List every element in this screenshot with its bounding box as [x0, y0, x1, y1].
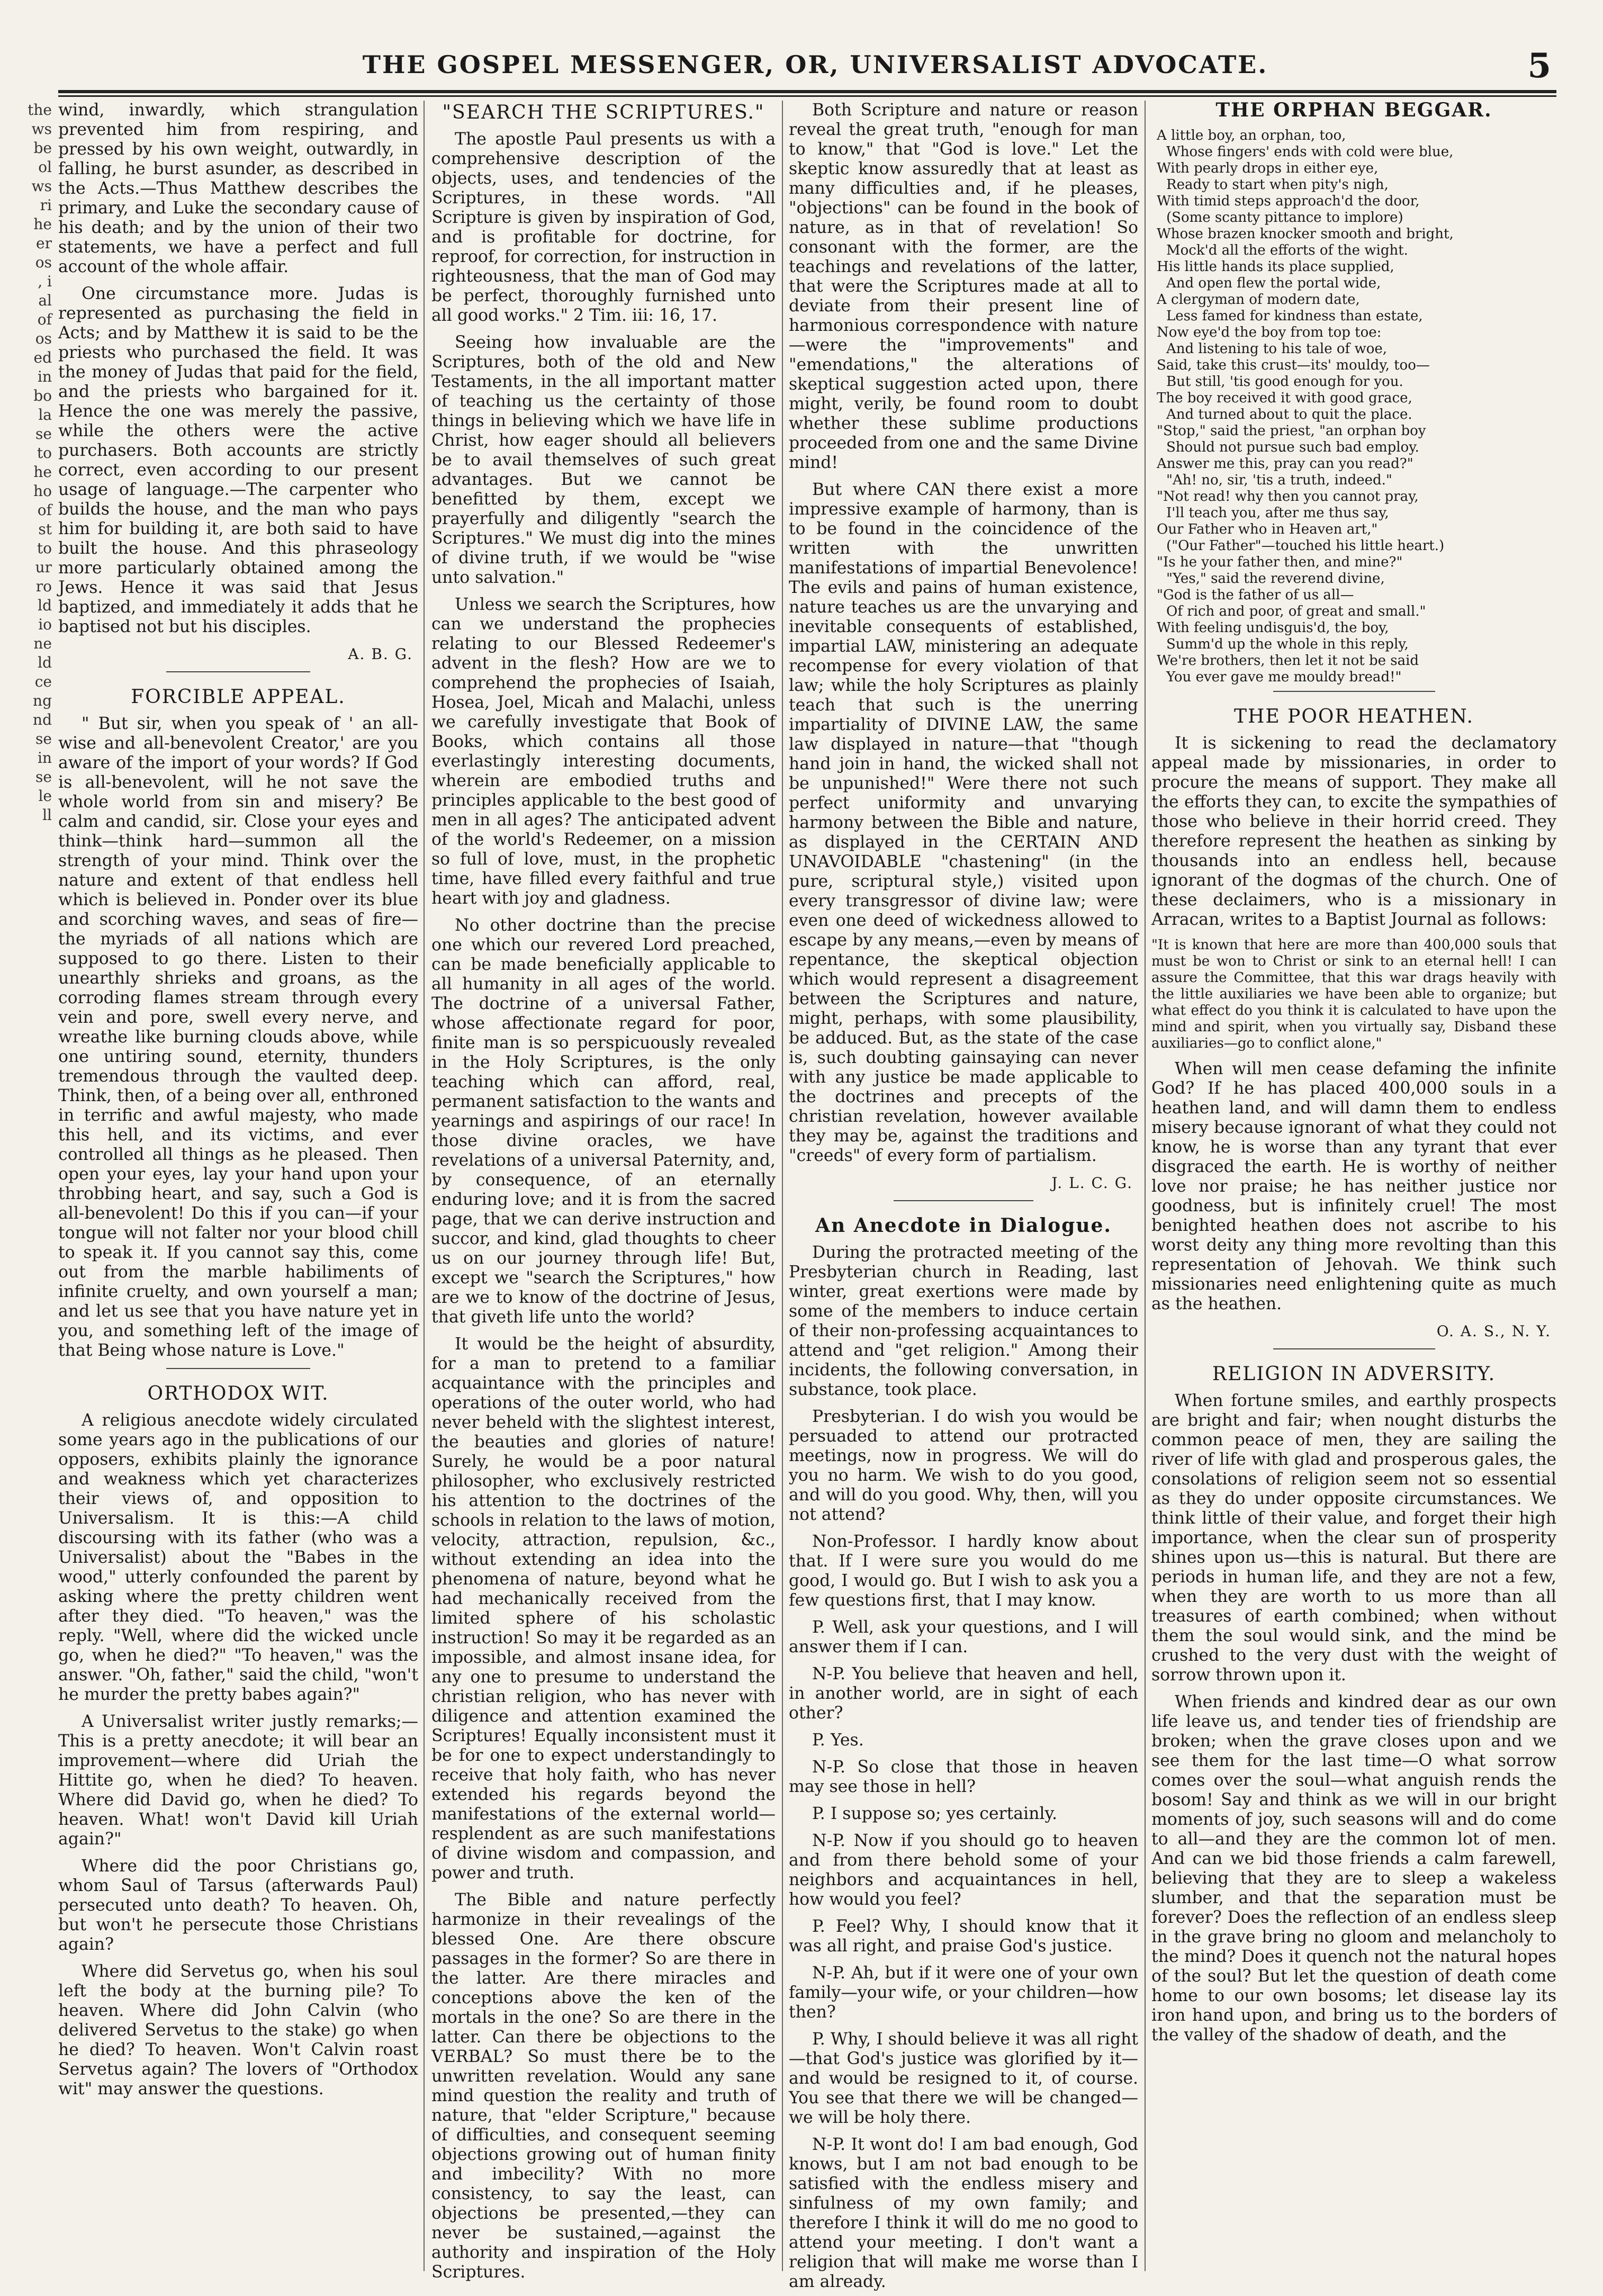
adjacent-page-edge: [0, 101, 52, 2218]
poem: [1157, 128, 1556, 686]
poem-line: Whose brazen knocker smooth and bright,: [1157, 226, 1454, 242]
article-paragraph: When friends and kindred dear as our own life leave us, and tender ties of friendship are broken; when the grave closes upon and we see them for the last time—O what sorrow comes over the soul—what anguish rends the bosom! Say and think as we will in our bright moments of joy, such seasons will and do come to all—and they are the common lot of men. And can we bid those friends a calm farewell, believing that they are to sleep a wakeless slumber, and that the separation must be forever? Does the reflection of an endless sleep in the grave bring no gloom and melancholy to the mind? Does it quench not the natural hopes of the soul? But let the question of death come home to our own bosoms; let disease lay its iron hand upon, and bring us to the borders of the valley of the shadow of death, and the: [1151, 1692, 1556, 2045]
edge-fragment: ho: [33, 482, 52, 500]
poem-line: A little boy, an orphan, too,: [1157, 128, 1346, 143]
edge-fragment: to: [37, 539, 52, 557]
edge-fragment: al: [38, 292, 52, 309]
edge-fragment: , i: [38, 273, 52, 290]
dialogue-line: P. Why, I should believe it was all right—that God's justice was glorified by it—and would be resigned to it, of course. You see that there we will be changed—we will be holy there.: [789, 2030, 1138, 2127]
article-paragraph: A religious anecdote widely circulated some years ago in the publications of our opposers, exhibits plainly the ignorance and weakness which yet characterizes their views of, and opposition to Universalism. It is this:—A child discoursing with its father (who was a Universalist) about the "Babes in the wood," utterly confounded the parent by asking where the pretty children went after they died. "To heaven," was the reply. "Well, where did the wicked uncle go, when he died?" "To heaven," was the answer. "Oh, father," said the child, "won't he murder the pretty babes again?": [58, 1411, 418, 1704]
column-divider: [424, 101, 425, 2271]
edge-fragment: se: [35, 768, 52, 786]
edge-fragment: st: [38, 520, 52, 538]
article-paragraph: No other doctrine than the precise one which our revered Lord preached, can be made beneficially applicable to all humanity in all ages of the world. The doctrine of a universal Father, whose affectionate regard for poor, finite man is so perspicuously revealed in the Holy Scriptures, is the only teaching which can afford, real, permanent satisfaction to the wants and yearnings and aspirings of our race! In those divine oracles, we have revelations of a universal Paternity, and, by consequence, of an eternally enduring love; and it is from the sacred page, that we can derive instruction and succor, and kind, glad thoughts to cheer us on our journey through life! But, except we "search the Scriptures," how are we to know of the doctrine of Jesus, that giveth life unto the world?: [431, 916, 776, 1327]
poem-line: "Not read! why then you cannot pray,: [1157, 489, 1419, 505]
header-rule: [58, 90, 1556, 93]
edge-fragment: he: [33, 215, 52, 233]
article-paragraph: It is sickening to read the declamatory appeal made by missionaries, in order to procure the means of support. They make all the efforts they can, to excite the sympathies of those who believe in their horrid creed. They therefore represent the heathen as sinking by thousands into an endless hell, because ignorant of the dogmas of the church. One of these declaimers, who is a missionary in Arracan, writes to a Baptist Journal as follows:: [1151, 734, 1556, 929]
edge-fragment: os: [35, 254, 52, 271]
dialogue-line: N-P. You believe that heaven and hell, in another world, are in sight of each other?: [789, 1664, 1138, 1723]
article-continued: wind, inwardly, which strangulation prevented him from respiring, and pressed by his own weight, outwardly, in falling, he burst asunder, as described in the Acts.—Thus Matthew describes the primary, and Luke the secondary cause of his death; and by the union of their two statements, we have a perfect and full account of the whole affair.: [58, 101, 418, 276]
edge-fragment: to: [37, 444, 52, 462]
column-2: [431, 101, 776, 2282]
dialogue-line: N-P. It wont do! I am bad enough, God knows, but I am not bad enough to be satisfied with the endless misery and sinfulness of my own family; and therefore I think it will do me no good to attend your meeting. I don't want a religion that will make me worse than I am already.: [789, 2135, 1138, 2291]
article-paragraph: The Bible and nature perfectly harmonize in their revealings of the blessed One. Are there obscure passages in the former? So are there in the latter. Are there miracles and conceptions above the ken of the mortals in the one? So are there in the latter. Can there be objections to the VERBAL? So must there be to the unwritten revelation. Would any sane mind question the reality and truth of nature, that "elder Scripture," because of difficulties, and consequent seeming objections growing out of human finity and imbecility? With no more consistency, to say the least, can objections be presented,—they can never be sustained,—against the authority and inspiration of the Holy Scriptures.: [431, 1890, 776, 2282]
dialogue-line: P. I suppose so; yes certainly.: [812, 1804, 1058, 1823]
edge-fragment: ld: [38, 654, 52, 671]
separator: [1273, 691, 1435, 692]
edge-fragment: ol: [38, 158, 52, 176]
article-signature: J. L. C. G.: [1051, 1174, 1133, 1192]
poem-line: Less famed for kindness than estate,: [1166, 308, 1423, 324]
dialogue-line: P. Well, ask your questions, and I will answer them if I can.: [789, 1618, 1138, 1656]
column-3: [789, 101, 1138, 2291]
poem-line: And listening to his tale of woe,: [1166, 341, 1388, 357]
edge-fragment: ne: [33, 635, 52, 652]
edge-fragment: os: [35, 330, 52, 347]
dialogue-line: Non-Professor. I hardly know about that. If I were sure you would do me good, I would go. But I wish to ask you a few questions first, that I may know.: [789, 1532, 1138, 1610]
edge-fragment: er: [36, 235, 52, 252]
article-paragraph: It would be the height of absurdity, for a man to pretend to a familiar acquaintance with the principles and operations of the outer world, who had never beheld with the slightest interest, the beauties and glories of nature! Surely, he would be a poor natural philosopher, who exclusively restricted his attention to the doctrines of the schools in relation to the laws of motion, velocity, attraction, repulsion, &c., without extending an idea into the phenomena of nature, beyond what he had mechanically received from the limited sphere of his scholastic instruction! So may it be regarded as an impossible, and almost insane idea, for any one to presume to understand the christian religion, who has never with diligence and attention examined the Scriptures! Equally inconsistent must it be for one to expect understandingly to receive that holy faith, who has never extended his regards beyond the manifestations of the external world—resplendent as are such manifestations of divine wisdom and compassion, and power and truth.: [431, 1335, 776, 1883]
edge-fragment: ld: [38, 597, 52, 614]
poem-line: Of rich and poor, of great and small.": [1166, 604, 1426, 619]
masthead: [79, 46, 1551, 87]
article-paragraph: Both Scripture and nature or reason reveal the great truth, "enough for man to know," that "God is love." Let the skeptic know assuredly that at least as many difficulties and, if he pleases, "objections" can be found in the book of nature, as in that of revelation! So consonant with the former, are the teachings and revelations of the latter, that were the Scriptures made at all to deviate from their present line of harmonious correspondence with nature—were the "improvements" and "emendations," the alterations of skeptical suggestion acted upon, there might, verily, be found room to doubt whether these sublime productions proceeded from one and the same Divine mind!: [789, 101, 1138, 472]
edge-fragment: ri: [40, 196, 52, 214]
edge-fragment: ng: [33, 692, 52, 709]
poem-line: We're brothers, then let it not be said: [1157, 653, 1419, 669]
article-title: FORCIBLE APPEAL.: [131, 686, 346, 708]
newspaper-title: THE GOSPEL MESSENGER, OR, UNIVERSALIST ADVOCATE.: [362, 50, 1268, 79]
column-divider: [1145, 101, 1146, 2271]
article-title: An Anecdote in Dialogue.: [815, 1214, 1112, 1237]
article-title: ORTHODOX WIT.: [147, 1383, 329, 1404]
article-paragraph: When will men cease defaming the infinite God? If he has placed 400,000 souls in a heathen land, and will damn them to endless misery because ignorant of what they could not know, he is worse than any tyrant that ever disgraced the earth. He is worthy of neither love nor praise; he has neither justice nor goodness, but is infinitely cruel! The most benighted heathen does not ascribe to his worst deity any thing more revolting than this representation of Jehovah. We think such missionaries need enlightening quite as much as the heathen.: [1151, 1059, 1556, 1313]
edge-fragment: ws: [31, 120, 52, 138]
column-divider: [782, 101, 783, 2271]
edge-fragment: of: [37, 501, 52, 519]
edge-fragment: the: [28, 101, 52, 119]
poem-line: But still, 'tis good enough for you.: [1166, 374, 1403, 390]
poem-line: ("Our Father"—touched his little heart.): [1166, 538, 1445, 554]
header-rule-thin: [58, 95, 1556, 97]
edge-fragment: ll: [42, 806, 52, 824]
dialogue-line: N-P. Ah, but if it were one of your own family—your wife, or your children—how then?: [789, 1964, 1138, 2022]
article-signature: A. B. G.: [348, 645, 413, 663]
dialogue-line: N-P. Now if you should go to heaven and from there behold some of your neighbors and acquaintances in hell, how would you feel?: [789, 1831, 1138, 1909]
poem-line: You ever gave me mouldy bread!": [1166, 669, 1402, 685]
article-paragraph: A Universalist writer justly remarks;—This is a pretty anecdote; it will bear an improvement—where did Uriah the Hittite go, when he died? To heaven. Where did David go, when he died? To heaven. What! won't David kill Uriah again?": [58, 1712, 418, 1849]
edge-fragment: in: [38, 368, 52, 385]
poem-line: With pearly drops in either eye,: [1157, 160, 1379, 176]
article-paragraph: The apostle Paul presents us with a comprehensive description of the objects, uses, and tendencies of the Scriptures, in these words. "All Scripture is given by inspiration of God, and is profitable for doctrine, for reproof, for correction, for instruction in righteousness, that the man of God may be perfect, thoroughly furnished unto all good works." 2 Tim. iii: 16, 17.: [431, 130, 776, 325]
edge-fragment: ur: [35, 559, 52, 576]
poem-line: Answer me this, pray can you read?": [1157, 456, 1413, 472]
poem-line: "God is the father of us all—: [1157, 587, 1354, 603]
edge-fragment: se: [35, 425, 52, 443]
separator: [166, 1368, 310, 1369]
separator: [1273, 1348, 1435, 1349]
poem-line: And open flew the portal wide,: [1166, 275, 1381, 291]
article-signature: O. A. S., N. Y.: [1436, 1322, 1551, 1340]
article-title: "SEARCH THE SCRIPTURES.": [442, 102, 765, 123]
article-paragraph: Unless we search the Scriptures, how can we understand the prophecies relating to our Blessed Redeemer's advent in the flesh? How are we to comprehend the prophecies of Isaiah, Hosea, Joel, Micah and Malachi, unless we carefully investigate that Book of Books, which contains all those everlastingly interesting documents, wherein are embodied truths and principles applicable to the best good of men in all ages? The anticipated advent of the world's Redeemer, on a mission so full of love, must, in the prophetic time, have filled every faithful and true heart with joy and gladness.: [431, 595, 776, 908]
poem-line: "Ah! no, sir, 'tis a truth, indeed.": [1166, 472, 1392, 488]
dialogue-line: P. Yes.: [812, 1731, 864, 1750]
poem-line: Whose fingers' ends with cold were blue,: [1166, 144, 1454, 160]
article-paragraph: One circumstance more. Judas is represented as purchasing the field in Acts; and by Matthew it is said to be the priests who purchased the field. It was the money of Judas that paid for the field, and the priests who bargained for it. Hence the one was merely the passive, while the others were the active purchasers. Both accounts are strictly correct, even according to our present usage of language.—The carpenter who builds the house, and the man who pays him for building it, are both said to have built the house. And this phraseology more particularly obtained among the Jews. Hence it was said that Jesus baptized, and immediately it adds that he baptised not but his disciples.: [58, 284, 418, 636]
edge-fragment: ws: [31, 177, 52, 195]
dialogue-line: N-P. So close that those in heaven may see those in hell?: [789, 1758, 1138, 1796]
edge-fragment: of: [37, 311, 52, 328]
poem-line: "Is he your father then, and mine?": [1157, 554, 1403, 570]
article-paragraph: Where did the poor Christians go, whom Saul of Tarsus (afterwards Paul) persecuted unto death? To heaven. Oh, but won't he persecute those Christians again?: [58, 1857, 418, 1954]
column-1: [58, 101, 418, 2276]
article-paragraph: Seeing how invaluable are the Scriptures, both of the old and New Testaments, in the all important matter of teaching us the certainty of those things in believing which we have life in Christ, how eager should all believers be to avail themselves of such great advantages. But we cannot be benefitted by them, except we prayerfully and diligently "search the Scriptures." We must dig into the mines of divine truth, if we would be "wise unto salvation.": [431, 333, 776, 587]
separator: [166, 671, 310, 672]
page-number: 5: [1527, 46, 1551, 86]
poem-title: THE ORPHAN BEGGAR.: [1215, 99, 1492, 121]
article-paragraph: " But sir, when you speak of ' an all-wise and all-benevolent Creator,' are you aware of the import of your words? If God is all-benevolent, will he not save the whole world from sin and misery? Be calm and candid, sir. Close your eyes and think—think hard—summon all the strength of your mind. Think over the nature and extent of that endless hell which is believed in. Ponder over its blue and scorching waves, and seas of fire—the myriads of all nations which are supposed to go there. Listen to their unearthly shrieks and groans, as the corroding flames stream through every vein and pore, swell every nerve, and wreathe like burning clouds above, while one untiring sound, eternity, thunders tremendous through the vaulted deep. Think, then, of a being over all, enthroned in terrific and awful majesty, who made this hell, and its victims, and ever controlled all things as he pleased. Then open your eyes, lay your hand upon your throbbing heart, and say, such a God is all-benevolent! Do this if you can—if your tongue will not falter nor your blood chill to speak it. If you cannot say this, come out from the marble habiliments of infinite cruelty, and own yourself a man; and let us see that you have nature yet in you, and something left of the image of that Being whose nature is Love.": [58, 714, 418, 1360]
dialogue-line: P. Feel? Why, I should know that it was all right, and praise God's justice.: [789, 1917, 1138, 1956]
poem-line: With timid steps approach'd the door,: [1157, 193, 1420, 209]
poem-line: Summ'd up the whole in this reply,: [1166, 636, 1409, 652]
edge-fragment: la: [38, 406, 52, 424]
poem-line: Ready to start when pity's nigh,: [1166, 177, 1389, 193]
poem-line: Said, take this crust—its' mouldy, too—: [1157, 357, 1430, 373]
article-paragraph: During the protracted meeting of the Presbyterian church in Reading, last winter, great exertions were made by some of the members to induce certain of their non-professing acquaintances to attend and "get religion." Among their incidents, the following conversation, in substance, took place.: [789, 1243, 1138, 1399]
poem-line: "Yes," said the reverend divine,: [1166, 571, 1385, 587]
article-paragraph: Where did Servetus go, when his soul left the body at the burning pile? To heaven. Where did John Calvin (who delivered Servetus to the stake) go when he died? To heaven. Won't Calvin roast Servetus again? The lovers of "Orthodox wit" may answer the questions.: [58, 1962, 418, 2099]
article-title: THE POOR HEATHEN.: [1234, 706, 1474, 727]
poem-line: "Stop," said the priest, "an orphan boy: [1157, 423, 1426, 439]
edge-fragment: le: [38, 787, 52, 805]
poem-line: I'll teach you, after me thus say,: [1166, 505, 1389, 521]
poem-line: Should not pursue such bad employ.: [1166, 439, 1419, 455]
poem-line: (Some scanty pittance to implore): [1166, 210, 1403, 226]
edge-fragment: in: [38, 749, 52, 767]
edge-fragment: bo: [33, 387, 52, 404]
dialogue-line: Presbyterian. I do wish you would be persuaded to attend our protracted meetings, now in progress. We will do you no harm. We wish to do you good, and will do you good. Why, then, will you not attend?: [789, 1407, 1138, 1524]
edge-fragment: nd: [33, 711, 52, 728]
poem-line: Our Father who in Heaven art,": [1157, 521, 1378, 537]
edge-fragment: ed: [33, 349, 52, 366]
poem-line: And turned about to quit the place.: [1166, 407, 1412, 422]
article-paragraph: When fortune smiles, and earthly prospects are bright and fair; when nought disturbs the common peace of men, they are sailing the river of life with glad and prosperous gales, the consolations of religion seem not so essential as they do under opposite circumstances. We think little of their value, and forget their high importance, when the clear sun of prosperity shines upon us—this is natural. But there are periods in human life, and they are not a few, when they are worth to us more than all treasures of earth combined; when without them the soul would sink, and the mind be crushed to the very dust with the weight of sorrow thrown upon it.: [1151, 1391, 1556, 1685]
edge-fragment: ce: [34, 673, 52, 690]
poem-line: The boy received it with good grace,: [1157, 390, 1412, 406]
edge-fragment: io: [38, 616, 52, 633]
edge-fragment: ro: [35, 578, 52, 595]
poem-line: With feeling undisguis'd, the boy,: [1157, 620, 1389, 636]
article-title: RELIGION IN ADVERSITY.: [1212, 1363, 1496, 1385]
poem-line: Mock'd all the efforts of the wight.: [1166, 242, 1408, 258]
edge-fragment: be: [33, 139, 52, 157]
quoted-letter: "It is known that here are more than 400,000 souls that must be won to Christ or sink to an eternal hell! I can assure the Committee, that this war drags heavily with the little auxiliaries we have been able to organize; but what effect do you think it is calculated to have upon the mind and spirit, when you virtually say, Disband these auxiliaries—go to conflict alone,": [1151, 937, 1556, 1051]
edge-fragment: se: [35, 730, 52, 748]
column-4: [1151, 101, 1556, 2276]
poem-line: Now eye'd the boy from top toe:: [1157, 325, 1382, 340]
poem-line: His little hands its place supplied,: [1157, 259, 1394, 275]
poem-line: A clergyman of modern date,: [1157, 292, 1360, 308]
separator: [894, 1200, 1033, 1201]
edge-fragment: he: [33, 463, 52, 481]
article-paragraph: But where CAN there exist a more impressive example of harmony, than is to be found in the coincidence of the written with the unwritten manifestations of impartial Benevolence! The evils and pains of human existence, nature teaches us are the unvarying and inevitable consequents of established, impartial LAW, ministering an adequate recompense for every violation of that law; while the holy Scriptures as plainly teach that such is the unerring impartiality of DIVINE LAW, the same law displayed in nature—that "though hand join in hand, the wicked shall not be unpunished!" Were there not such perfect uniformity and unvarying harmony between the Bible and nature, as displayed in the CERTAIN AND UNAVOIDABLE "chastening" (in the pure, scriptural style,) visited upon every transgressor of divine law; were even one deed of wickedness allowed to escape by any means,—even by means of repentance, the skeptical objection which would represent a disagreement between the Scriptures and nature, might, perhaps, with some plausibility, be adduced. But, as the state of the case is, such doubting gainsaying can never with any justice be made applicable to the doctrines and precepts of the christian revelation, however available they may be, against the traditions and "creeds" of every form of partialism.: [789, 480, 1138, 1165]
